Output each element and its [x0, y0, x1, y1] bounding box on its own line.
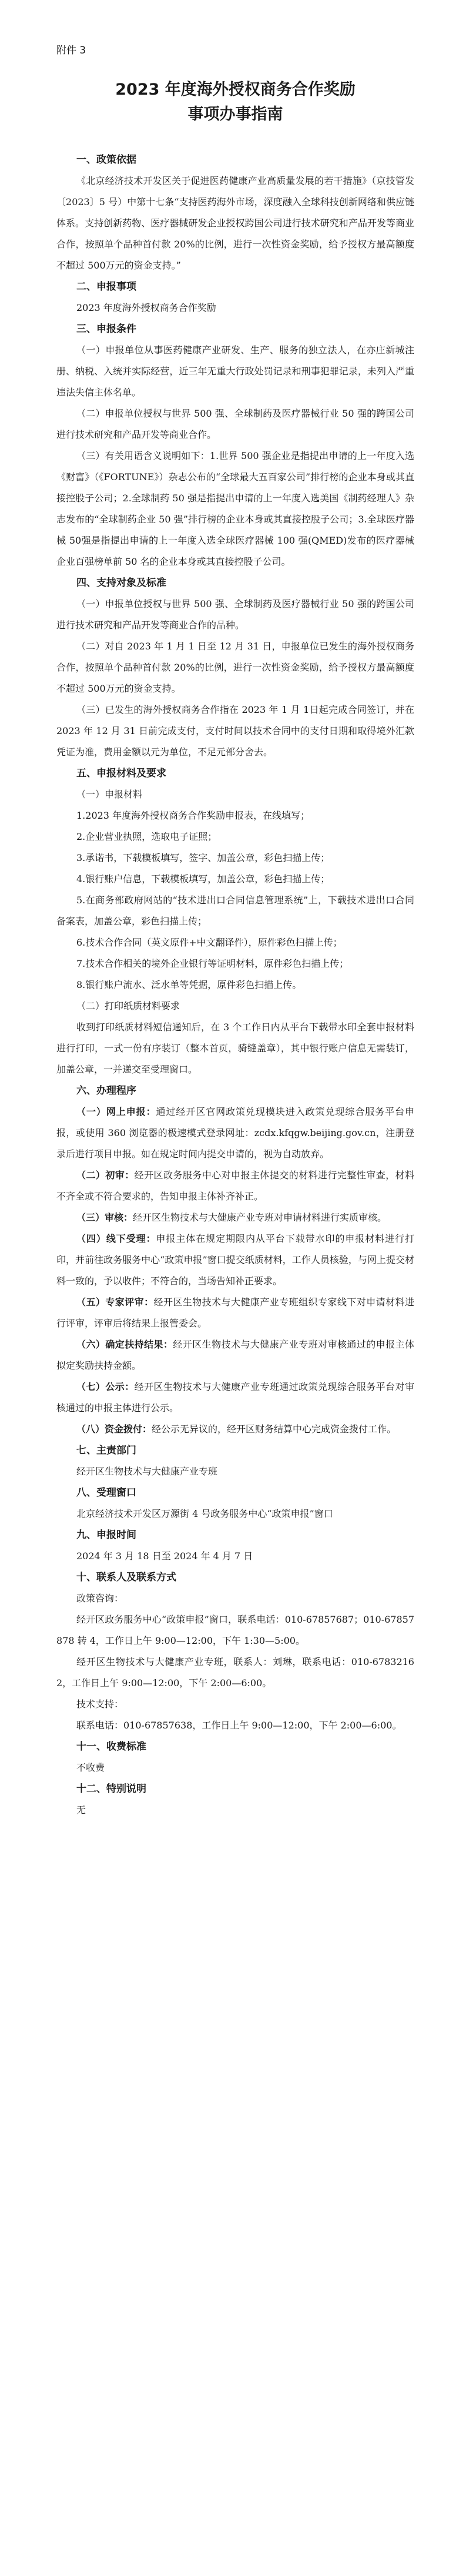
- paragraph: [56, 1334, 414, 1376]
- paragraph: 技术支持：: [76, 1699, 124, 1710]
- paragraph: 4.银行账户信息，下载模板填写，加盖公章，彩色扫描上传；: [76, 873, 330, 885]
- paragraph: 北京经济技术开发区万源街 4 号政务服务中心“政策申报”窗口: [76, 1508, 333, 1519]
- paragraph: 8.银行账户流水、泛水单等凭据，原件彩色扫描上传。: [76, 979, 302, 990]
- paragraph: 联系电话：010-67857638，工作日上午 9:00—12:00，下午 2:00—6:00。: [76, 1720, 402, 1731]
- paragraph: [56, 1207, 414, 1228]
- section-heading: 一、政策依据: [76, 154, 136, 166]
- paragraph: 经开区生物技术与大健康产业专班: [76, 1466, 218, 1477]
- section-heading: 六、办理程序: [76, 1085, 136, 1097]
- paragraph: （二）打印纸质材料要求: [76, 1000, 180, 1011]
- paragraph: 7.技术合作相关的境外企业银行等证明材料，原件彩色扫描上传；: [76, 958, 349, 969]
- step-label: （八）资金拨付：: [76, 1423, 152, 1435]
- paragraph: （二）申报单位授权与世界 500 强、全球制药及医疗器械行业 50 强的跨国公司进行技术研究和产品开发等商业合作。: [56, 408, 414, 440]
- section-heading: 十二、特别说明: [76, 1783, 146, 1795]
- paragraph: （一）申报材料: [76, 789, 143, 800]
- paragraph: 不收费: [76, 1762, 105, 1773]
- step-label: （七）公示：: [76, 1381, 135, 1392]
- paragraph: 1.2023 年度海外授权商务合作奖励申报表，在线填写；: [76, 810, 310, 821]
- paragraph: 6.技术合作合同（英文原件+中文翻译件），原件彩色扫描上传；: [76, 937, 343, 948]
- paragraph: 2.企业营业执照，选取电子证照；: [76, 831, 217, 842]
- paragraph: [56, 1101, 414, 1165]
- section-heading: 九、申报时间: [76, 1529, 136, 1541]
- paragraph: 经开区生物技术与大健康产业专班，联系人：刘琳，联系电话：010-67832162，工作日上午 9:00—12:00，下午 2:00—6:00。: [56, 1656, 414, 1689]
- step-label: （二）初审：: [76, 1170, 135, 1181]
- document-body: [56, 149, 414, 1821]
- section-heading: 五、申报材料及要求: [76, 768, 166, 779]
- document-title: [56, 78, 414, 127]
- title-line-2: 事项办事指南: [187, 105, 283, 123]
- section-heading: 二、申报事项: [76, 281, 136, 293]
- attachment-label: 附件 3: [56, 45, 86, 56]
- step-label: （四）线下受理：: [76, 1233, 156, 1244]
- step-text: 经开区生物技术与大健康产业专班对申请材料进行实质审核。: [133, 1212, 387, 1223]
- paragraph: 经开区政务服务中心“政策申报”窗口，联系电话：010-67857687；010-67857878 转 4，工作日上午 9:00—12:00，下午 1:30—5:00。: [56, 1614, 414, 1646]
- paragraph: 5.在商务部政府网站的“技术进出口合同信息管理系统”上，下载技术进出口合同备案表，加盖公章，彩色扫描上传；: [56, 895, 414, 927]
- paragraph: 3.承诺书，下载模板填写，签字、加盖公章，彩色扫描上传；: [76, 852, 330, 863]
- step-text: 经开区生物技术与大健康产业专班组织专家线下对申请材料进行评审，评审后将结果上报管委会。: [56, 1297, 414, 1329]
- paragraph: （一）申报单位授权与世界 500 强、全球制药及医疗器械行业 50 强的跨国公司进行技术研究和产品开发等商业合作的品种。: [56, 598, 414, 631]
- step-text: 通过经开区官网政策兑现模块进入政策兑现综合服务平台申报，或使用 360 浏览器的极速模式登录网址：zcdx.kfqgw.beijing.gov.cn，注册登录后进行项目申报。如在规定时间内提交申请的，视为自动放弃。: [56, 1106, 414, 1160]
- paragraph: [56, 1419, 414, 1440]
- paragraph: 收到打印纸质材料短信通知后，在 3 个工作日内从平台下载带水印全套申报材料进行打印，一式一份有序装订（整本首页，骑缝盖章），其中银行账户信息无需装订，加盖公章，一并递交至受理窗口。: [56, 1021, 414, 1075]
- paragraph: （二）对自 2023 年 1 月 1 日至 12 月 31 日，申报单位已发生的海外授权商务合作，按照单个品种首付款 20%的比例，进行一次性资金奖励，给予授权方最高额度不超过 500万元的资金支持。: [56, 641, 414, 694]
- paragraph: （一）申报单位从事医药健康产业研发、生产、服务的独立法人，在亦庄新城注册、纳税、入统并实际经营，近三年无重大行政处罚记录和刑事犯罪记录，未列入严重违法失信主体名单。: [56, 344, 414, 398]
- paragraph: （三）已发生的海外授权商务合作指在 2023 年 1 月 1日起完成合同签订，并在 2023 年 12 月 31 日前完成支付，支付时间以技术合同中的支付日期和取得境外汇款凭证为准，费用金额以元为单位，不足元部分舍去。: [56, 704, 414, 758]
- paragraph: [56, 1165, 414, 1207]
- paragraph: 《北京经济技术开发区关于促进医药健康产业高质量发展的若干措施》（京技管发〔2023〕5 号）中第十七条“支持医药海外市场，深度融入全球科技创新网络和供应链体系。支持创新药物、医疗器械研发企业授权跨国公司进行技术研究和产品开发等商业合作，按照单个品种首付款 20%的比例，进行一次性资金奖励，给予授权方最高额度不超过 500万元的资金支持。”: [56, 175, 414, 271]
- step-text: 经开区生物技术与大健康产业专班通过政策兑现综合服务平台对审核通过的申报主体进行公示。: [56, 1381, 414, 1413]
- step-text: 申报主体在规定期限内从平台下载带水印的申报材料进行打印，并前往政务服务中心“政策申报”窗口提交纸质材料，工作人员核验，与网上提交材料一致的，予以收件；不符合的，当场告知补正要求。: [56, 1233, 414, 1287]
- paragraph: [56, 1228, 414, 1292]
- step-label: （三）审核：: [76, 1212, 133, 1223]
- paragraph: [56, 1292, 414, 1334]
- section-heading: 十一、收费标准: [76, 1741, 146, 1753]
- section-heading: 三、申报条件: [76, 323, 136, 335]
- step-text: 经开区政务服务中心对申报主体提交的材料进行完整性审查，材料不齐全或不符合要求的，告知申报主体补齐补正。: [56, 1170, 414, 1202]
- paragraph: 2023 年度海外授权商务合作奖励: [76, 302, 216, 313]
- title-line-1: 2023 年度海外授权商务合作奖励: [115, 81, 356, 99]
- paragraph: 政策咨询：: [76, 1593, 124, 1604]
- step-label: （五）专家评审：: [76, 1297, 154, 1308]
- section-heading: 七、主责部门: [76, 1445, 136, 1456]
- step-label: （一）网上申报：: [76, 1106, 156, 1117]
- paragraph: （三）有关用语含义说明如下：1.世界 500 强企业是指提出申请的上一年度入选《财富》（《FORTUNE》）杂志公布的“全球最大五百家公司”排行榜的企业本身或其直接控股子公司；2.全球制药 50 强是指提出申请的上一年度入选美国《制药经理人》杂志发布的“全球制药企业 50 强”排行榜的企业本身或其直接控股子公司；3.全球医疗器械 50强是指提出申请的上一年度入选全球医疗器械 100 强(QMED)发布的医疗器械企业百强榜单前 50 名的企业本身或其直接控股子公司。: [56, 450, 414, 567]
- paragraph: [56, 1376, 414, 1419]
- step-label: （六）确定扶持结果：: [76, 1339, 173, 1350]
- paragraph: 无: [76, 1804, 86, 1815]
- section-heading: 八、受理窗口: [76, 1487, 136, 1499]
- section-heading: 四、支持对象及标准: [76, 577, 166, 589]
- paragraph: 2024 年 3 月 18 日至 2024 年 4 月 7 日: [76, 1550, 253, 1562]
- step-text: 经开区生物技术与大健康产业专班对审核通过的申报主体拟定奖励扶持金额。: [56, 1339, 414, 1371]
- step-text: 经公示无异议的，经开区财务结算中心完成资金拨付工作。: [152, 1423, 397, 1435]
- section-heading: 十、联系人及联系方式: [76, 1572, 176, 1583]
